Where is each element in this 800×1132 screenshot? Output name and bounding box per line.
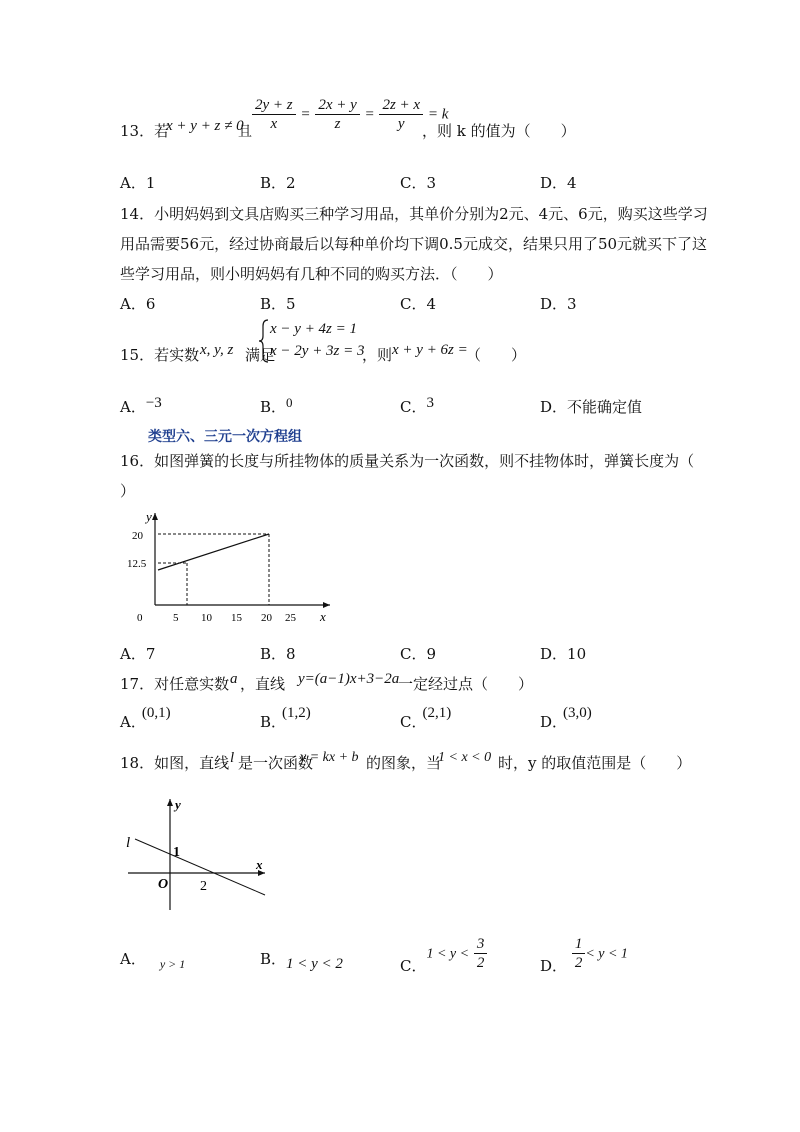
q18-option-d[interactable]: D． $\frac{1}{2}$ < y < 1 [540,936,628,975]
q13-and: 且 [238,124,252,140]
q18-l-label: l [126,835,131,851]
q15-expr: x + y + 6z = [392,342,468,358]
q17-line: 17．对任意实数 [120,675,230,693]
q16-line-2: ） [120,482,136,500]
q18-label-1: 1 [173,845,180,860]
q18-label-origin: O [158,877,169,892]
q15-option-d[interactable]: D．不能确定值 [540,398,643,416]
q16-line-1: 16．如图弹簧的长度与所挂物体的质量关系为一次函数，则不挂物体时，弹簧长度为（ [120,452,695,470]
q15-option-b[interactable]: B．0 [260,395,293,416]
q16-y-tick-20: 20 [132,530,143,542]
q14-option-a[interactable]: A．6 [120,295,156,313]
section-heading: 类型六、三元一次方程组 [148,429,302,445]
q16-y-arrow-icon [152,513,158,520]
q13-tail: ，则 k 的值为（ ） [422,122,576,140]
q16-x-arrow-icon [323,602,330,608]
q13-fraction-2: $\frac{2x + y}{z}$ [315,96,359,133]
q17-mid: ，直线 [240,675,286,693]
q13-fraction-3: $\frac{2z + x}{y}$ [379,96,423,133]
q13-option-d[interactable]: D．4 [540,174,577,192]
q18-head: 18．如图，直线 [120,754,230,772]
q16-x-label: x [320,609,326,624]
q14-line-2: 用品需要56元，经过协商最后以每种单价均下调0.5元成交，结果只用了50元就买下了这 [120,235,708,253]
q15-head: 15．若实数 [120,346,200,364]
q17-tail: 一定经过点（ ） [398,675,534,693]
q18-option-a[interactable]: A． $_{y > 1}$ [120,950,186,971]
q18-y-arrow-icon [167,799,173,806]
q14-option-c[interactable]: C．4 [400,295,437,313]
q17-equation: y=(a−1)x+3−2a [298,671,400,687]
q17-option-b[interactable]: B．(1,2) [260,705,311,731]
q16-graph [125,505,335,630]
q15-option-c[interactable]: C．3 [400,395,434,416]
q17-option-c[interactable]: C．(2,1) [400,705,452,731]
q16-x-tick-0: 0 [137,612,143,624]
q13-option-a[interactable]: A．1 [120,174,156,192]
q14-option-b[interactable]: B．5 [260,295,296,313]
q13-option-b[interactable]: B．2 [260,174,296,192]
q13-option-c[interactable]: C．3 [400,174,437,192]
q16-option-c[interactable]: C．9 [400,645,437,663]
q18-l: l [230,750,235,766]
q18-graph [120,795,275,915]
q15-system [270,318,365,362]
q16-x-tick-25: 25 [285,612,296,624]
q15-equation-1: x − y + 4z = 1 [270,321,358,337]
q14-option-d[interactable]: D．3 [540,295,577,313]
q16-y-tick-12-5: 12.5 [127,558,147,570]
q15-tail-b: （ ） [466,346,527,364]
q17-option-d[interactable]: D．(3,0) [540,705,592,731]
q16-x-tick-15: 15 [231,612,242,624]
q16-function-line [158,534,269,570]
q16-y-label: y [146,509,152,524]
q18-equation: y = kx + b [300,750,359,765]
q15-brace-icon [258,318,270,364]
q18-condition: 1 < x < 0 [438,750,492,765]
q15-tail-a: ，则 [362,346,393,364]
q15-option-a[interactable]: A．−3 [120,395,162,416]
q18-option-d-fraction: $\frac{1}{2}$ [572,935,586,972]
q18-y-label: y [175,797,181,812]
q18-mid: 是一次函数 [238,754,314,772]
q18-tail: 时，y 的取值范围是（ ） [498,754,692,772]
q13-number: 13．若 [120,122,170,140]
q13-fraction-1: $\frac{2y + z}{x}$ [252,96,296,133]
q14-line-3: 些学习用品，则小明妈妈有几种不同的购买方法．（ ） [120,265,503,283]
q17-option-a[interactable]: A．(0,1) [120,705,171,731]
q18-mid2: 的图象，当 [366,754,442,772]
q16-option-d[interactable]: D．10 [540,645,587,663]
q16-option-b[interactable]: B．8 [260,645,296,663]
q15-mid: 满足 [245,346,276,364]
q18-option-b[interactable]: B．1 < y < 2 [260,950,343,972]
q16-option-a[interactable]: A．7 [120,645,156,663]
q14-line-1: 14．小明妈妈到文具店购买三种学习用品，其单价分别为2元、4元、6元，购买这些学习 [120,205,708,223]
q13-equals-k: = k [427,106,449,123]
q13-condition: x + y + z ≠ 0 [166,118,244,134]
q15-equation-2: x − 2y + 3z = 3 [270,343,365,359]
q15-vars: x, y, z [200,342,234,358]
q16-x-tick-10: 10 [201,612,212,624]
q18-option-c[interactable]: C．1 < y < $\frac{3}{2}$ [400,935,487,972]
q16-x-tick-5: 5 [173,612,179,624]
q18-option-c-fraction: $\frac{3}{2}$ [474,935,488,972]
q16-x-tick-20: 20 [261,612,272,624]
q17-a: a [230,671,238,687]
q18-label-2: 2 [200,879,207,894]
q18-x-label: x [256,857,263,872]
